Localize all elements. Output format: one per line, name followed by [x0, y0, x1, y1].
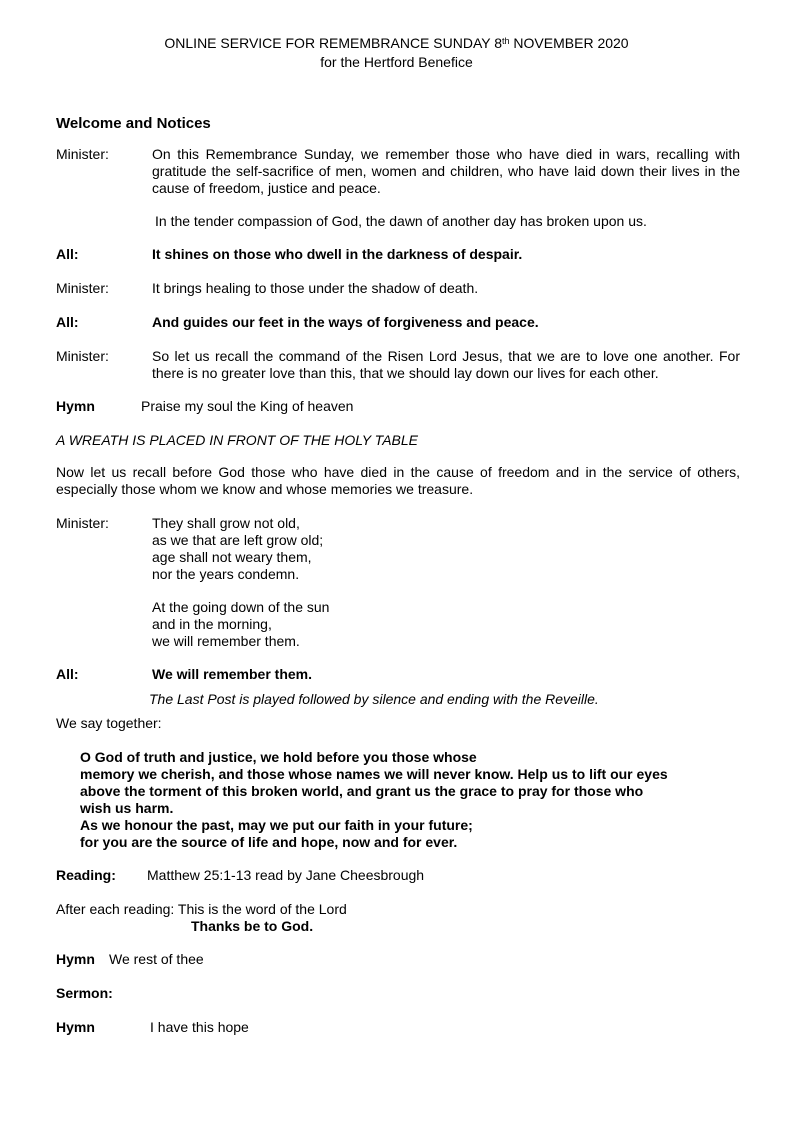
prayer-line: As we honour the past, may we put our faith in your future; — [80, 817, 473, 833]
document-title — [0, 35, 793, 52]
exhortation-line: we will remember them. — [152, 633, 300, 649]
title-text: ONLINE SERVICE FOR REMEMBRANCE SUNDAY 8 — [164, 35, 503, 51]
prayer-line: wish us harm. — [80, 800, 174, 816]
last-post-rubric: The Last Post is played followed by silence and ending with the Reveille. — [149, 691, 599, 707]
prayer-line: for you are the source of life and hope, now and for ever. — [80, 834, 458, 850]
minister-text — [152, 146, 740, 197]
say-together-text: We say together: — [56, 715, 162, 731]
prayer-line: above the torment of this broken world, and grant us the grace to pray for those who — [80, 783, 644, 799]
prayer-line: memory we cherish, and those whose names we will never know. Help us to lift our eyes — [80, 766, 668, 782]
hymn-label: Hymn — [56, 1019, 95, 1035]
minister-text — [152, 348, 740, 382]
reading-text: Matthew 25:1-13 read by Jane Cheesbrough — [147, 867, 425, 883]
section-heading: Welcome and Notices — [56, 115, 211, 132]
all-label: All: — [56, 314, 79, 330]
minister-text-2: In the tender compassion of God, the dawn of another day has broken upon us. — [155, 213, 647, 229]
minister-text: It brings healing to those under the shadow of death. — [152, 280, 479, 296]
all-label: All: — [56, 246, 79, 262]
all-response: And guides our feet in the ways of forgiveness and peace. — [152, 314, 539, 330]
sermon-label: Sermon: — [56, 985, 113, 1001]
all-label: All: — [56, 666, 79, 682]
all-response: It shines on those who dwell in the darkness of despair. — [152, 246, 523, 262]
after-reading-response: Thanks be to God. — [191, 918, 314, 934]
exhortation-line: age shall not weary them, — [152, 549, 312, 565]
title-superscript: th — [502, 36, 510, 46]
reading-label: Reading: — [56, 867, 116, 883]
recall-text — [56, 464, 740, 498]
document-subtitle: for the Hertford Benefice — [320, 54, 473, 70]
hymn-title: Praise my soul the King of heaven — [141, 398, 354, 414]
prayer-line: O God of truth and justice, we hold before you those whose — [80, 749, 477, 765]
recall-paragraph: Now let us recall before God those who have died in the cause of freedom and in the service of others, especially those whom we know and whose memories we treasure. — [56, 464, 740, 497]
exhortation-line: They shall grow not old, — [152, 515, 300, 531]
exhortation-line: nor the years condemn. — [152, 566, 300, 582]
title-text-end: NOVEMBER 2020 — [509, 35, 629, 51]
minister-label: Minister: — [56, 146, 109, 162]
hymn-label: Hymn — [56, 398, 95, 414]
all-response: We will remember them. — [152, 666, 313, 682]
hymn-title: I have this hope — [150, 1019, 249, 1035]
wreath-rubric: A WREATH IS PLACED IN FRONT OF THE HOLY TABLE — [56, 432, 418, 448]
minister-label: Minister: — [56, 348, 109, 364]
minister-paragraph: On this Remembrance Sunday, we remember those who have died in wars, recalling with gratitude the self-sacrifice of men, women and children, who have laid down their lives in the cause of freedom, justice and peace. — [152, 146, 740, 196]
minister-label: Minister: — [56, 280, 109, 296]
exhortation-line: At the going down of the sun — [152, 599, 330, 615]
after-reading-text: After each reading: This is the word of the Lord — [56, 901, 347, 917]
exhortation-line: as we that are left grow old; — [152, 532, 324, 548]
minister-paragraph: So let us recall the command of the Risen Lord Jesus, that we are to love one another. For there is no greater love than this, that we should lay down our lives for each other. — [152, 348, 740, 381]
hymn-title: We rest of thee — [109, 951, 204, 967]
exhortation-line: and in the morning, — [152, 616, 272, 632]
hymn-label: Hymn — [56, 951, 95, 967]
minister-label: Minister: — [56, 515, 109, 531]
